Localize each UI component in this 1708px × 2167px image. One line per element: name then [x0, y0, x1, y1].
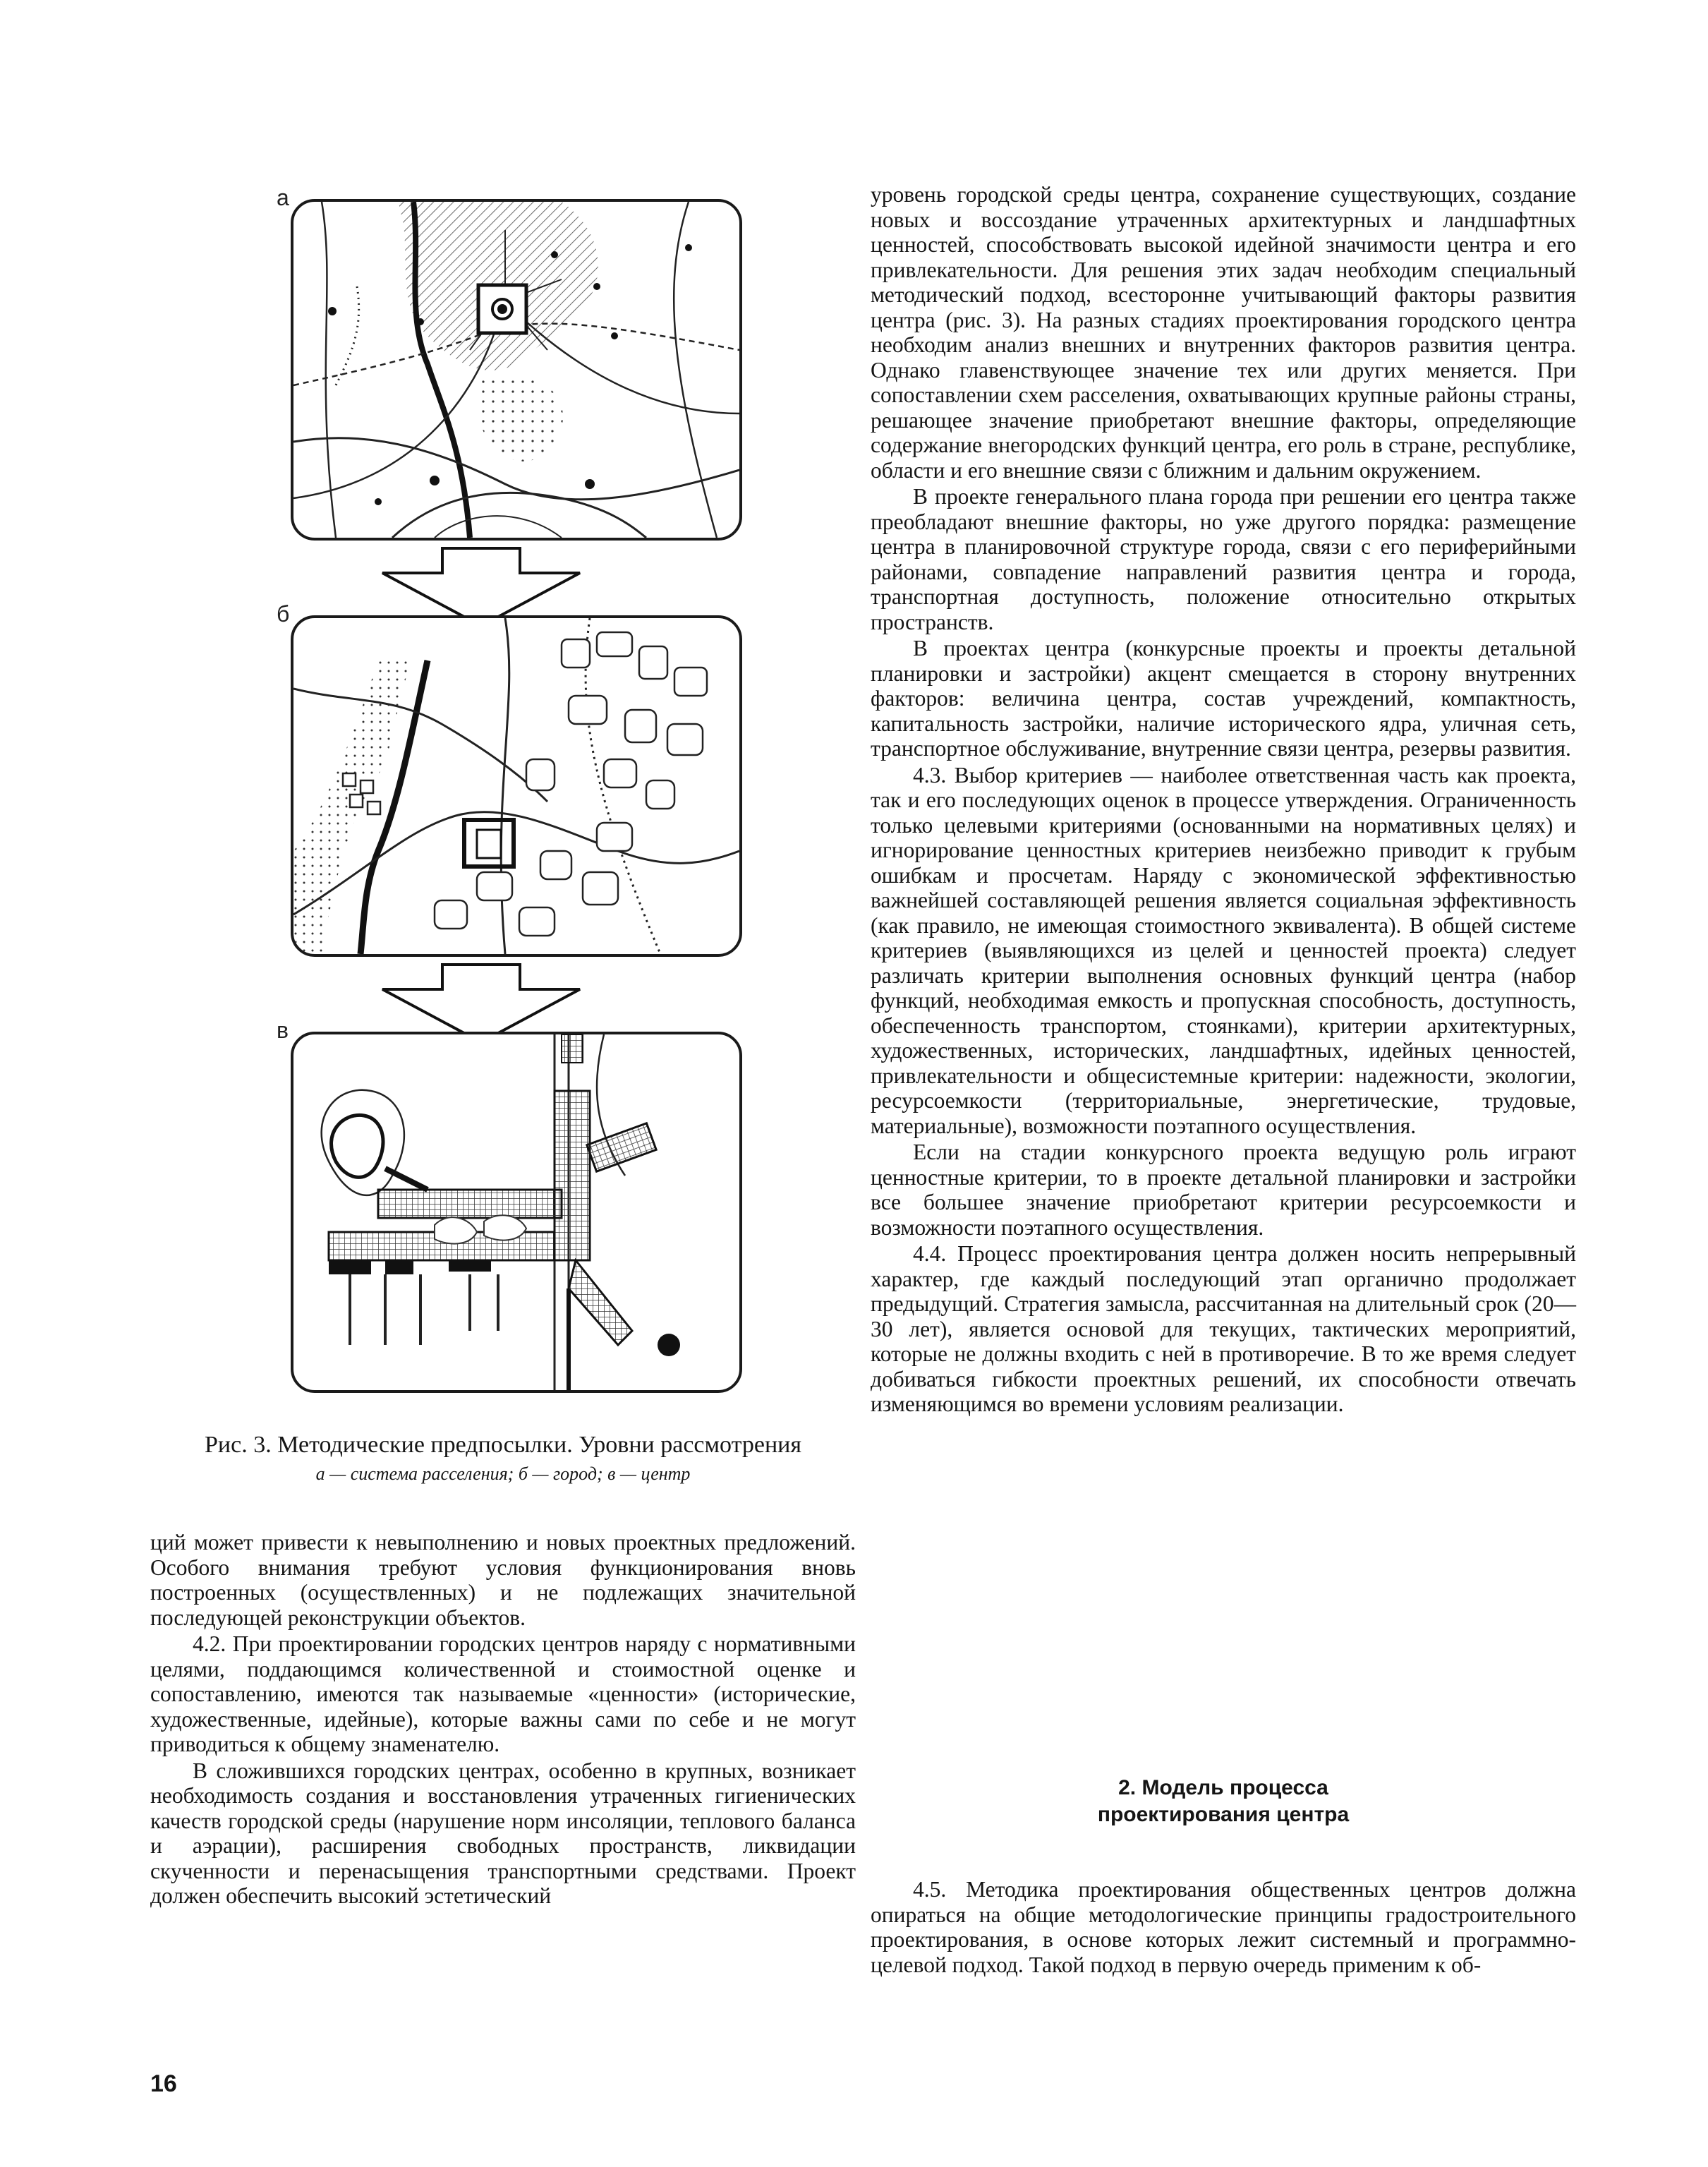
map-panel-settlement-system: [291, 199, 742, 541]
figure-caption-legend: а — система расселения; б — город; в — центр: [315, 1463, 691, 1484]
figure-label-b: б: [277, 601, 290, 627]
figure-label-a: а: [277, 185, 289, 210]
city-map-drawing: [293, 618, 739, 954]
paragraph: 4.4. Процесс проектирования центра должен носить непрерывный характер, где каждый последующий этап органично продолжает предыдущий. Стратегия замысла, рассчитанная на длительный срок (20—30 лет), является основой для текущих, тактических мероприятий, которые не должны входить с ней в противоречие. В то же время следует добиваться гибкости проектных решений, их способности отвечать изменяющимся во времени условиям реализации.: [871, 1241, 1576, 1416]
left-text-column: [150, 1530, 856, 1910]
figure-label-c: в: [277, 1018, 289, 1043]
paragraph: уровень городской среды центра, сохранение существующих, создание новых и воссоздание утраченных архитектурных и ландшафтных ценностей, способствовать высокой идейной значимости центра и его привлекательности. Для решения этих задач необходим специальный методический подход, всесторонне учитывающий факторы развития центра (рис. 3). На разных стадиях проектирования городского центра необходим анализ внешних и внутренних факторов развития центра. Однако главенствующее значение тех или других меняется. При сопоставлении схем расселения, охватывающих крупные районы страны, решающее значение приобретают внешние факторы, определяющие содержание внегородских функций центра, его роль в стране, республике, области и его внешние связи с ближним и дальним окружением.: [871, 182, 1576, 483]
paragraph: В проекте генерального плана города при решении его центра также преобладают внешние факторы, но уже другого порядка: размещение центра в планировочной структуре города, связи с его периферийными районами, совпадение направлений развития центра и города, транспортная доступность, положение относительно открытых пространств.: [871, 484, 1576, 634]
map-panel-center: [291, 1032, 742, 1393]
paragraph: Если на стадии конкурсного проекта ведущую роль играют ценностные критерии, то в проекте детальной планировки и застройки все большее значение приобретают критерии ресурсоемкости и возможности поэтапного осуществления.: [871, 1140, 1576, 1240]
section-heading-line: 2. Модель процесса: [1118, 1776, 1328, 1799]
paragraph: 4.3. Выбор критериев — наиболее ответственная часть как проекта, так и его последующих оценок в процессе утверждения. Ограниченность только целевыми критериями (основанными на нормативных целях) и игнорирование ценностных критериев неизбежно приводит к грубым ошибкам и просчетам. Наряду с экономической эффективностью важнейшей составляющей решения является социальная эффективность (как правило, не имеющая стоимостного эквивалента). В общей системе критериев (выявляющихся из целей и ценностей проекта) следует различать критерии выполнения основных функций центра (набор функций, необходимая емкость и пропускная способность, доступность, обеспеченность транспортом, стоянками), критерии архитектурных, художественных, исторических, ландшафтных, идейных ценностей, привлекательности и общесистемные критерии: надежности, экологии, ресурсоемкости (территориальные, энергетические, трудовые, материальные), возможности поэтапного осуществления.: [871, 762, 1576, 1138]
paragraph: В проектах центра (конкурсные проекты и проекты детальной планировки и застройки) акцент смещается в сторону внутренних факторов: величина центра, состав учреждений, компактность, капитальность застройки, наличие исторического ядра, уличная сеть, транспортное обслуживание, внутренние связи центра, резервы развития.: [871, 636, 1576, 761]
settlement-map-drawing: [293, 202, 739, 538]
map-panel-city: [291, 615, 742, 957]
section-heading-line: проектирования центра: [1097, 1803, 1350, 1826]
center-plan-drawing: [293, 1034, 739, 1390]
section-heading: [871, 1775, 1576, 1828]
paragraph: 4.2. При проектировании городских центров наряду с нормативными целями, поддающимся количественной и стоимостной оценке и сопоставлению, имеются так называемые «ценности» (исторические, художественные, идейные), которые важны сами по себе и не могут приводиться к общему знаменателю.: [150, 1631, 856, 1756]
right-text-column-continued: [871, 1877, 1576, 1979]
right-text-column: [871, 182, 1576, 1418]
paragraph: 4.5. Методика проектирования общественных центров должна опираться на общие методологические принципы градостроительного проектирования, в основе которых лежит системный и программно-целевой подход. Такой подход в первую очередь применим к об-: [871, 1877, 1576, 1977]
figure-caption-title: Рис. 3. Методические предпосылки. Уровни рассмотрения: [205, 1432, 801, 1458]
page-number: 16: [150, 2070, 177, 2097]
paragraph: ций может привести к невыполнению и новых проектных предложений. Особого внимания требуют условия функционирования вновь построенных (осуществленных) и не подлежащих значительной последующей реконструкции объектов.: [150, 1530, 856, 1630]
paragraph: В сложившихся городских центрах, особенно в крупных, возникает необходимость создания и восстановления утраченных гигиенических качеств городской среды (нарушение норм инсоляции, теплового баланса и аэрации), расширения свободных пространств, ликвидации скученности и перенасыщения транспортными средствами. Проект должен обеспечить высокий эстетический: [150, 1758, 856, 1908]
